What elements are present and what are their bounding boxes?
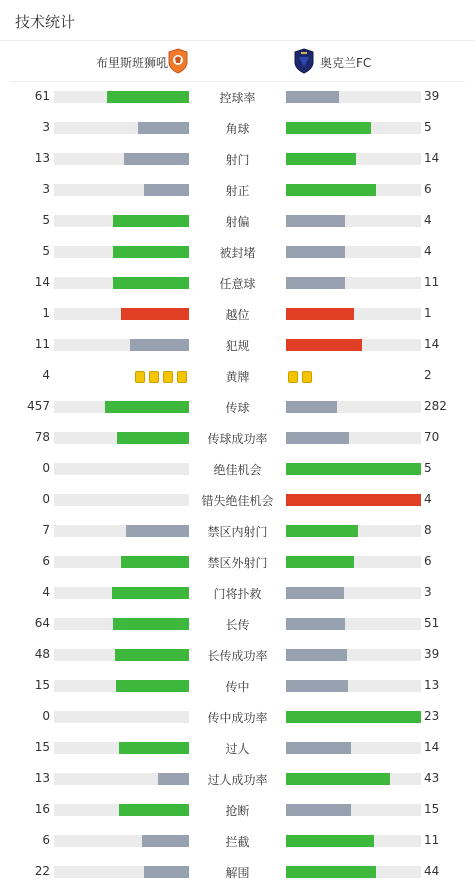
yellow-card-icon bbox=[302, 371, 312, 383]
yellow-card-icon bbox=[163, 371, 173, 383]
away-stat-value: 4 bbox=[424, 213, 432, 227]
stat-label: 禁区外射门 bbox=[207, 556, 268, 570]
stat-row bbox=[0, 484, 475, 515]
home-stat-value: 16 bbox=[34, 802, 50, 816]
home-stat-bar bbox=[54, 122, 189, 134]
stat-row bbox=[0, 174, 475, 205]
away-stat-value: 5 bbox=[424, 461, 432, 475]
home-stat-bar bbox=[54, 215, 189, 227]
home-stat-bar-fill bbox=[158, 773, 189, 785]
away-stat-bar bbox=[286, 401, 421, 413]
home-stat-bar-fill bbox=[119, 742, 189, 754]
stat-label: 过人 bbox=[225, 742, 250, 756]
away-stat-bar bbox=[286, 246, 421, 258]
stat-row bbox=[0, 763, 475, 794]
stat-label: 传球 bbox=[225, 401, 250, 415]
home-stat-value: 13 bbox=[34, 151, 50, 165]
home-stat-bar-fill bbox=[144, 184, 189, 196]
yellow-card-icon bbox=[135, 371, 145, 383]
away-stat-value: 8 bbox=[424, 523, 432, 537]
home-stat-value: 0 bbox=[42, 461, 50, 475]
teams-header bbox=[10, 41, 465, 82]
home-stat-bar bbox=[54, 525, 189, 537]
home-team-logo-icon[interactable] bbox=[167, 48, 189, 74]
stat-label: 射正 bbox=[225, 184, 250, 198]
stat-label: 控球率 bbox=[219, 91, 256, 105]
stat-label: 门将扑救 bbox=[213, 587, 262, 601]
home-stat-bar-fill bbox=[124, 153, 189, 165]
home-stat-bar bbox=[54, 277, 189, 289]
away-stat-bar bbox=[286, 711, 421, 723]
home-stat-bar bbox=[54, 711, 189, 723]
stat-label: 被封堵 bbox=[219, 246, 256, 260]
home-stat-value: 15 bbox=[34, 678, 50, 692]
away-stat-bar-fill bbox=[286, 711, 421, 723]
away-stat-value: 4 bbox=[424, 492, 432, 506]
home-stat-bar-fill bbox=[113, 618, 189, 630]
stat-label: 过人成功率 bbox=[207, 773, 268, 787]
home-stat-bar bbox=[54, 432, 189, 444]
away-stat-value: 2 bbox=[424, 368, 432, 382]
away-stat-value: 1 bbox=[424, 306, 432, 320]
stat-row bbox=[0, 794, 475, 825]
stat-row bbox=[0, 236, 475, 267]
away-stat-value: 6 bbox=[424, 182, 432, 196]
home-stat-value: 48 bbox=[34, 647, 50, 661]
away-stat-bar-fill bbox=[286, 742, 351, 754]
away-stat-bar-fill bbox=[286, 494, 421, 506]
away-stat-bar bbox=[286, 122, 421, 134]
home-stat-value: 11 bbox=[34, 337, 50, 351]
home-stat-value: 1 bbox=[42, 306, 50, 320]
stat-row bbox=[0, 298, 475, 329]
away-stat-bar-fill bbox=[286, 246, 345, 258]
yellow-card-icon bbox=[149, 371, 159, 383]
stat-label: 禁区内射门 bbox=[207, 525, 268, 539]
stat-label: 越位 bbox=[225, 308, 250, 322]
away-stat-bar-fill bbox=[286, 91, 339, 103]
page-header bbox=[0, 0, 475, 41]
home-stat-bar-fill bbox=[121, 556, 189, 568]
home-stat-bar bbox=[54, 649, 189, 661]
away-stat-bar bbox=[286, 494, 421, 506]
home-stat-bar bbox=[54, 184, 189, 196]
home-stat-value: 61 bbox=[34, 89, 50, 103]
home-stat-bar bbox=[54, 618, 189, 630]
away-team-logo-icon[interactable] bbox=[293, 48, 315, 74]
home-stat-bar bbox=[54, 556, 189, 568]
home-stat-value: 64 bbox=[34, 616, 50, 630]
away-stat-bar bbox=[286, 184, 421, 196]
away-stat-bar bbox=[286, 525, 421, 537]
away-stat-bar bbox=[286, 463, 421, 475]
home-stat-value: 4 bbox=[42, 585, 50, 599]
home-stat-bar bbox=[54, 339, 189, 351]
away-stat-bar-fill bbox=[286, 463, 421, 475]
page-title: 技术统计 bbox=[15, 13, 76, 31]
stat-row bbox=[0, 577, 475, 608]
home-stat-bar-fill bbox=[113, 215, 189, 227]
home-stat-value: 6 bbox=[42, 833, 50, 847]
stat-label: 抢断 bbox=[225, 804, 250, 818]
away-team-name[interactable]: 奥克兰FC bbox=[320, 56, 372, 70]
stat-label: 射门 bbox=[225, 153, 250, 167]
stat-row bbox=[0, 639, 475, 670]
away-stat-bar bbox=[286, 91, 421, 103]
stat-label: 错失绝佳机会 bbox=[201, 494, 274, 508]
away-stat-value: 11 bbox=[424, 275, 440, 289]
away-stat-value: 11 bbox=[424, 833, 440, 847]
stat-label: 任意球 bbox=[219, 277, 256, 291]
away-stat-bar-fill bbox=[286, 587, 344, 599]
away-stat-value: 14 bbox=[424, 337, 440, 351]
away-stat-bar bbox=[286, 277, 421, 289]
home-stat-bar-fill bbox=[117, 432, 189, 444]
home-stat-bar-fill bbox=[113, 246, 189, 258]
home-team-name[interactable]: 布里斯班狮吼 bbox=[95, 56, 168, 70]
home-stat-bar-fill bbox=[144, 866, 189, 878]
away-stat-value: 4 bbox=[424, 244, 432, 258]
away-stat-bar bbox=[286, 773, 421, 785]
stat-label: 黄牌 bbox=[225, 370, 250, 384]
stat-label: 长传成功率 bbox=[207, 649, 268, 663]
away-stat-bar-fill bbox=[286, 153, 356, 165]
home-stat-bar-fill bbox=[126, 525, 189, 537]
away-stat-value: 3 bbox=[424, 585, 432, 599]
stat-row bbox=[0, 453, 475, 484]
home-stat-bar-fill bbox=[121, 308, 189, 320]
yellow-card-icon bbox=[288, 371, 298, 383]
home-stat-bar-fill bbox=[142, 835, 189, 847]
stat-row bbox=[0, 546, 475, 577]
home-stat-value: 6 bbox=[42, 554, 50, 568]
away-yellow-cards bbox=[286, 368, 314, 382]
away-stat-value: 43 bbox=[424, 771, 440, 785]
home-stat-bar bbox=[54, 773, 189, 785]
away-stat-bar-fill bbox=[286, 277, 345, 289]
away-stat-bar-fill bbox=[286, 866, 376, 878]
stat-row bbox=[0, 267, 475, 298]
away-stat-bar-fill bbox=[286, 649, 347, 661]
stat-label: 角球 bbox=[225, 122, 250, 136]
away-stat-bar bbox=[286, 432, 421, 444]
away-stat-bar-fill bbox=[286, 618, 345, 630]
stat-label: 传中 bbox=[225, 680, 250, 694]
stat-row bbox=[0, 143, 475, 174]
stat-row bbox=[0, 360, 475, 391]
away-stat-bar bbox=[286, 339, 421, 351]
home-stat-bar-fill bbox=[119, 804, 189, 816]
home-stat-bar-fill bbox=[112, 587, 189, 599]
away-stat-value: 14 bbox=[424, 151, 440, 165]
away-stat-value: 282 bbox=[424, 399, 447, 413]
away-stat-value: 13 bbox=[424, 678, 440, 692]
away-stat-value: 23 bbox=[424, 709, 440, 723]
away-stat-value: 14 bbox=[424, 740, 440, 754]
away-stat-value: 51 bbox=[424, 616, 440, 630]
away-stat-bar-fill bbox=[286, 122, 371, 134]
away-stat-bar-fill bbox=[286, 773, 390, 785]
away-stat-bar-fill bbox=[286, 339, 362, 351]
home-stat-value: 14 bbox=[34, 275, 50, 289]
away-stat-bar bbox=[286, 618, 421, 630]
away-stat-bar bbox=[286, 308, 421, 320]
home-stat-bar bbox=[54, 866, 189, 878]
home-stat-bar-fill bbox=[113, 277, 189, 289]
away-stat-value: 39 bbox=[424, 89, 440, 103]
away-stat-bar-fill bbox=[286, 525, 358, 537]
home-stat-bar bbox=[54, 835, 189, 847]
home-stat-bar-fill bbox=[138, 122, 189, 134]
home-stat-bar bbox=[54, 246, 189, 258]
home-stat-value: 457 bbox=[27, 399, 50, 413]
away-stat-bar-fill bbox=[286, 308, 354, 320]
stat-row bbox=[0, 515, 475, 546]
away-stat-bar bbox=[286, 556, 421, 568]
home-stat-bar-fill bbox=[115, 649, 189, 661]
home-stat-bar-fill bbox=[105, 401, 189, 413]
stat-row bbox=[0, 732, 475, 763]
away-stat-bar bbox=[286, 804, 421, 816]
away-stat-bar-fill bbox=[286, 432, 349, 444]
away-stat-value: 6 bbox=[424, 554, 432, 568]
home-stat-value: 5 bbox=[42, 213, 50, 227]
stat-row bbox=[0, 391, 475, 422]
away-stat-bar bbox=[286, 835, 421, 847]
home-stat-value: 0 bbox=[42, 709, 50, 723]
home-stat-bar bbox=[54, 680, 189, 692]
stat-row bbox=[0, 825, 475, 856]
home-stat-bar bbox=[54, 742, 189, 754]
home-stat-value: 7 bbox=[42, 523, 50, 537]
home-stat-bar-fill bbox=[130, 339, 189, 351]
home-stat-value: 3 bbox=[42, 120, 50, 134]
home-stat-bar bbox=[54, 804, 189, 816]
away-stat-bar bbox=[286, 587, 421, 599]
home-stat-value: 5 bbox=[42, 244, 50, 258]
away-stat-bar bbox=[286, 680, 421, 692]
home-stat-bar bbox=[54, 494, 189, 506]
stat-label: 传球成功率 bbox=[207, 432, 268, 446]
away-stat-value: 15 bbox=[424, 802, 440, 816]
home-stat-value: 0 bbox=[42, 492, 50, 506]
home-stat-value: 22 bbox=[34, 864, 50, 878]
stat-row bbox=[0, 329, 475, 360]
home-stat-bar bbox=[54, 587, 189, 599]
away-stat-bar-fill bbox=[286, 835, 374, 847]
home-stat-bar bbox=[54, 308, 189, 320]
away-stat-bar-fill bbox=[286, 215, 345, 227]
home-stat-bar bbox=[54, 463, 189, 475]
home-stat-bar-fill bbox=[116, 680, 189, 692]
stat-label: 射偏 bbox=[225, 215, 250, 229]
stat-label: 拦截 bbox=[225, 835, 250, 849]
yellow-card-icon bbox=[177, 371, 187, 383]
away-stat-bar-fill bbox=[286, 184, 376, 196]
home-stat-bar bbox=[54, 401, 189, 413]
away-stat-bar bbox=[286, 153, 421, 165]
away-stat-bar bbox=[286, 866, 421, 878]
stat-label: 长传 bbox=[225, 618, 250, 632]
home-stat-bar-fill bbox=[107, 91, 189, 103]
stat-row bbox=[0, 422, 475, 453]
away-stat-bar bbox=[286, 742, 421, 754]
stat-row bbox=[0, 856, 475, 887]
away-stat-value: 44 bbox=[424, 864, 440, 878]
home-yellow-cards bbox=[133, 368, 189, 382]
away-stat-bar bbox=[286, 215, 421, 227]
home-stat-value: 13 bbox=[34, 771, 50, 785]
away-stat-bar-fill bbox=[286, 556, 354, 568]
away-stat-bar bbox=[286, 649, 421, 661]
away-stat-bar-fill bbox=[286, 680, 348, 692]
stat-row bbox=[0, 701, 475, 732]
stat-row bbox=[0, 81, 475, 112]
home-stat-bar bbox=[54, 153, 189, 165]
stat-row bbox=[0, 112, 475, 143]
away-stat-value: 5 bbox=[424, 120, 432, 134]
stat-label: 解围 bbox=[225, 866, 250, 880]
stat-label: 犯规 bbox=[225, 339, 250, 353]
stat-row bbox=[0, 205, 475, 236]
home-stat-value: 3 bbox=[42, 182, 50, 196]
stats-list bbox=[0, 81, 475, 887]
away-stat-value: 70 bbox=[424, 430, 440, 444]
stat-label: 绝佳机会 bbox=[213, 463, 262, 477]
stat-row bbox=[0, 608, 475, 639]
home-stat-bar bbox=[54, 91, 189, 103]
home-stat-value: 4 bbox=[42, 368, 50, 382]
stat-label: 传中成功率 bbox=[207, 711, 268, 725]
stat-row bbox=[0, 670, 475, 701]
home-stat-value: 78 bbox=[34, 430, 50, 444]
away-stat-value: 39 bbox=[424, 647, 440, 661]
home-stat-value: 15 bbox=[34, 740, 50, 754]
away-stat-bar-fill bbox=[286, 804, 351, 816]
away-stat-bar-fill bbox=[286, 401, 337, 413]
